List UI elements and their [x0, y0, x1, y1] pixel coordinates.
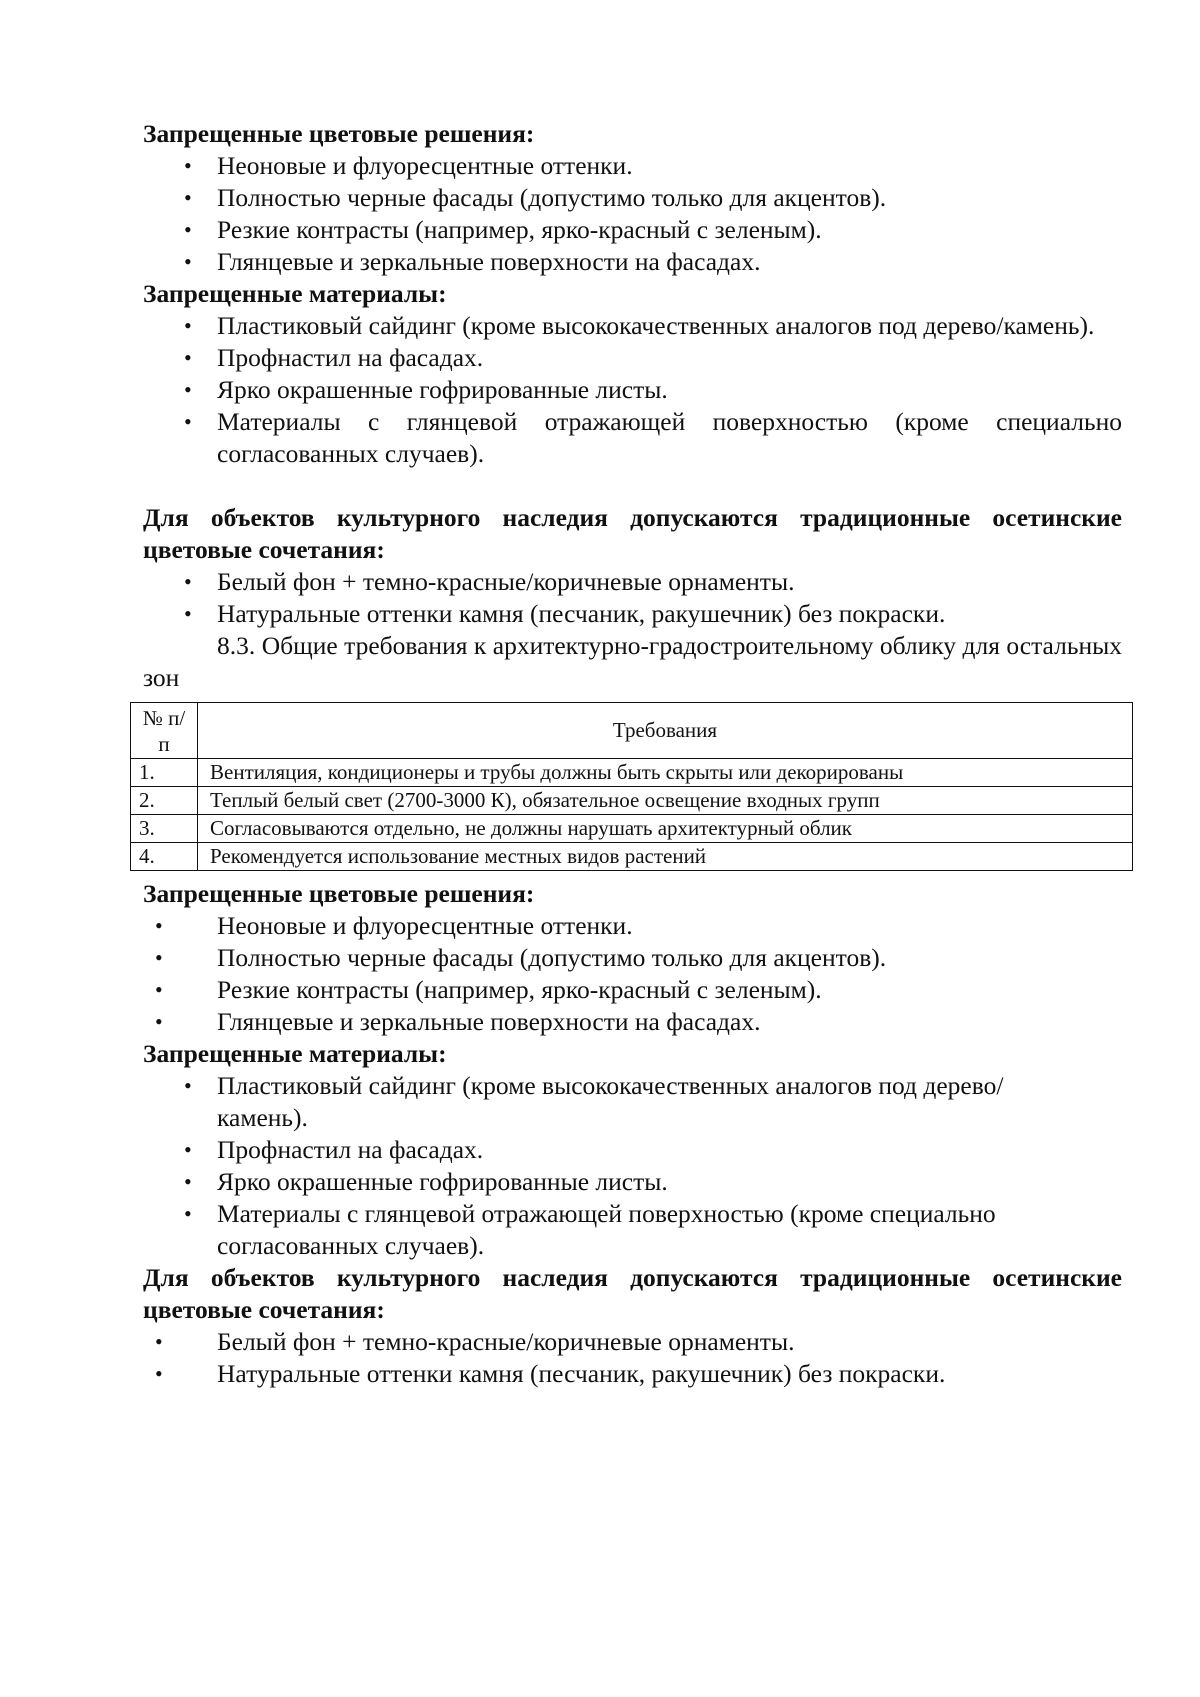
requirements-table — [130, 702, 1133, 871]
list-item: • Глянцевые и зеркальные поверхности на фасадах. — [155, 1007, 761, 1036]
list-item: • Пластиковый сайдинг (кроме высококачественных аналогов под дерево/камень). — [184, 311, 1095, 340]
bullet-icon: • — [184, 345, 192, 370]
list-item: • Полностью черные фасады (допустимо только для акцентов). — [184, 183, 887, 212]
forbidden-materials-list-2 — [143, 1070, 1122, 1262]
bullet-icon: • — [184, 313, 192, 338]
list-item: • Материалы с глянцевой отражающей поверхностью (кроме специально согласованных случаев). — [184, 407, 1122, 468]
bullet-icon: • — [184, 1201, 192, 1226]
bullet-icon: • — [184, 377, 192, 402]
bullet-icon: • — [184, 217, 192, 242]
row-text: Согласовываются отдельно, не должны нарушать архитектурный облик — [198, 815, 1133, 843]
heritage-list-2 — [143, 1326, 1122, 1390]
list-item: • Белый фон + темно-красные/коричневые орнаменты. — [155, 1327, 795, 1356]
row-number: 1. — [131, 759, 198, 787]
list-item: • Резкие контрасты (например, ярко-красный с зеленым). — [155, 975, 822, 1004]
list-item: • Ярко окрашенные гофрированные листы. — [184, 375, 668, 404]
list-item: • Резкие контрасты (например, ярко-красный с зеленым). — [184, 215, 822, 244]
bullet-icon: • — [155, 945, 163, 970]
list-item: • Пластиковый сайдинг (кроме высококачественных аналогов под дерево/камень). — [184, 1071, 1004, 1132]
bullet-icon: • — [155, 913, 163, 938]
bullet-icon: • — [184, 1169, 192, 1194]
bullet-icon: • — [184, 153, 192, 178]
forbidden-materials-heading-2: Запрещенные материалы: — [143, 1039, 447, 1068]
row-number: 2. — [131, 787, 198, 815]
list-item: • Неоновые и флуоресцентные оттенки. — [184, 151, 633, 180]
bullet-icon: • — [155, 1009, 163, 1034]
list-item: • Профнастил на фасадах. — [184, 1135, 484, 1164]
bullet-icon: • — [184, 185, 192, 210]
bullet-icon: • — [155, 1361, 163, 1386]
section-title: 8.3. Общие требования к архитектурно-градостроительному облику для остальных зон — [143, 631, 1122, 692]
list-item: • Неоновые и флуоресцентные оттенки. — [155, 911, 633, 940]
row-text: Рекомендуется использование местных видов растений — [198, 843, 1133, 871]
header-requirements: Требования — [198, 703, 1133, 759]
list-item: • Натуральные оттенки камня (песчаник, ракушечник) без покраски. — [184, 599, 946, 628]
row-number: 3. — [131, 815, 198, 843]
heritage-list — [143, 566, 1122, 630]
bullet-icon: • — [184, 1137, 192, 1162]
table-row — [131, 843, 1133, 871]
heritage-heading-2: Для объектов культурного наследия допускаются традиционные осетинские цветовые сочетания: — [143, 1263, 1122, 1324]
forbidden-colors-heading: Запрещенные цветовые решения: — [143, 119, 535, 148]
forbidden-materials-heading: Запрещенные материалы: — [143, 279, 447, 308]
forbidden-colors-list — [143, 150, 1122, 278]
forbidden-materials-list — [143, 310, 1122, 470]
table-row — [131, 759, 1133, 787]
forbidden-colors-list-2 — [143, 910, 1122, 1038]
bullet-icon: • — [184, 569, 192, 594]
bullet-icon: • — [155, 1329, 163, 1354]
heritage-heading: Для объектов культурного наследия допускаются традиционные осетинские цветовые сочетания: — [143, 503, 1122, 564]
list-item: • Материалы с глянцевой отражающей поверхностью (кроме специально согласованных случаев). — [184, 1199, 996, 1260]
header-number: № п/п — [131, 703, 198, 759]
bullet-icon: • — [184, 601, 192, 626]
bullet-icon: • — [184, 409, 192, 434]
list-item: • Белый фон + темно-красные/коричневые орнаменты. — [184, 567, 795, 596]
bullet-icon: • — [184, 249, 192, 274]
table-row — [131, 787, 1133, 815]
bullet-icon: • — [155, 977, 163, 1002]
list-item: • Глянцевые и зеркальные поверхности на фасадах. — [184, 247, 761, 276]
table-row — [131, 815, 1133, 843]
row-number: 4. — [131, 843, 198, 871]
list-item: • Натуральные оттенки камня (песчаник, ракушечник) без покраски. — [155, 1359, 946, 1388]
forbidden-colors-heading-2: Запрещенные цветовые решения: — [143, 879, 535, 908]
row-text: Вентиляция, кондиционеры и трубы должны быть скрыты или декорированы — [198, 759, 1133, 787]
list-item: • Ярко окрашенные гофрированные листы. — [184, 1167, 668, 1196]
table-header-row — [131, 703, 1133, 759]
bullet-icon: • — [184, 1073, 192, 1098]
list-item: • Профнастил на фасадах. — [184, 343, 484, 372]
row-text: Теплый белый свет (2700-3000 К), обязательное освещение входных групп — [198, 787, 1133, 815]
list-item: • Полностью черные фасады (допустимо только для акцентов). — [155, 943, 887, 972]
